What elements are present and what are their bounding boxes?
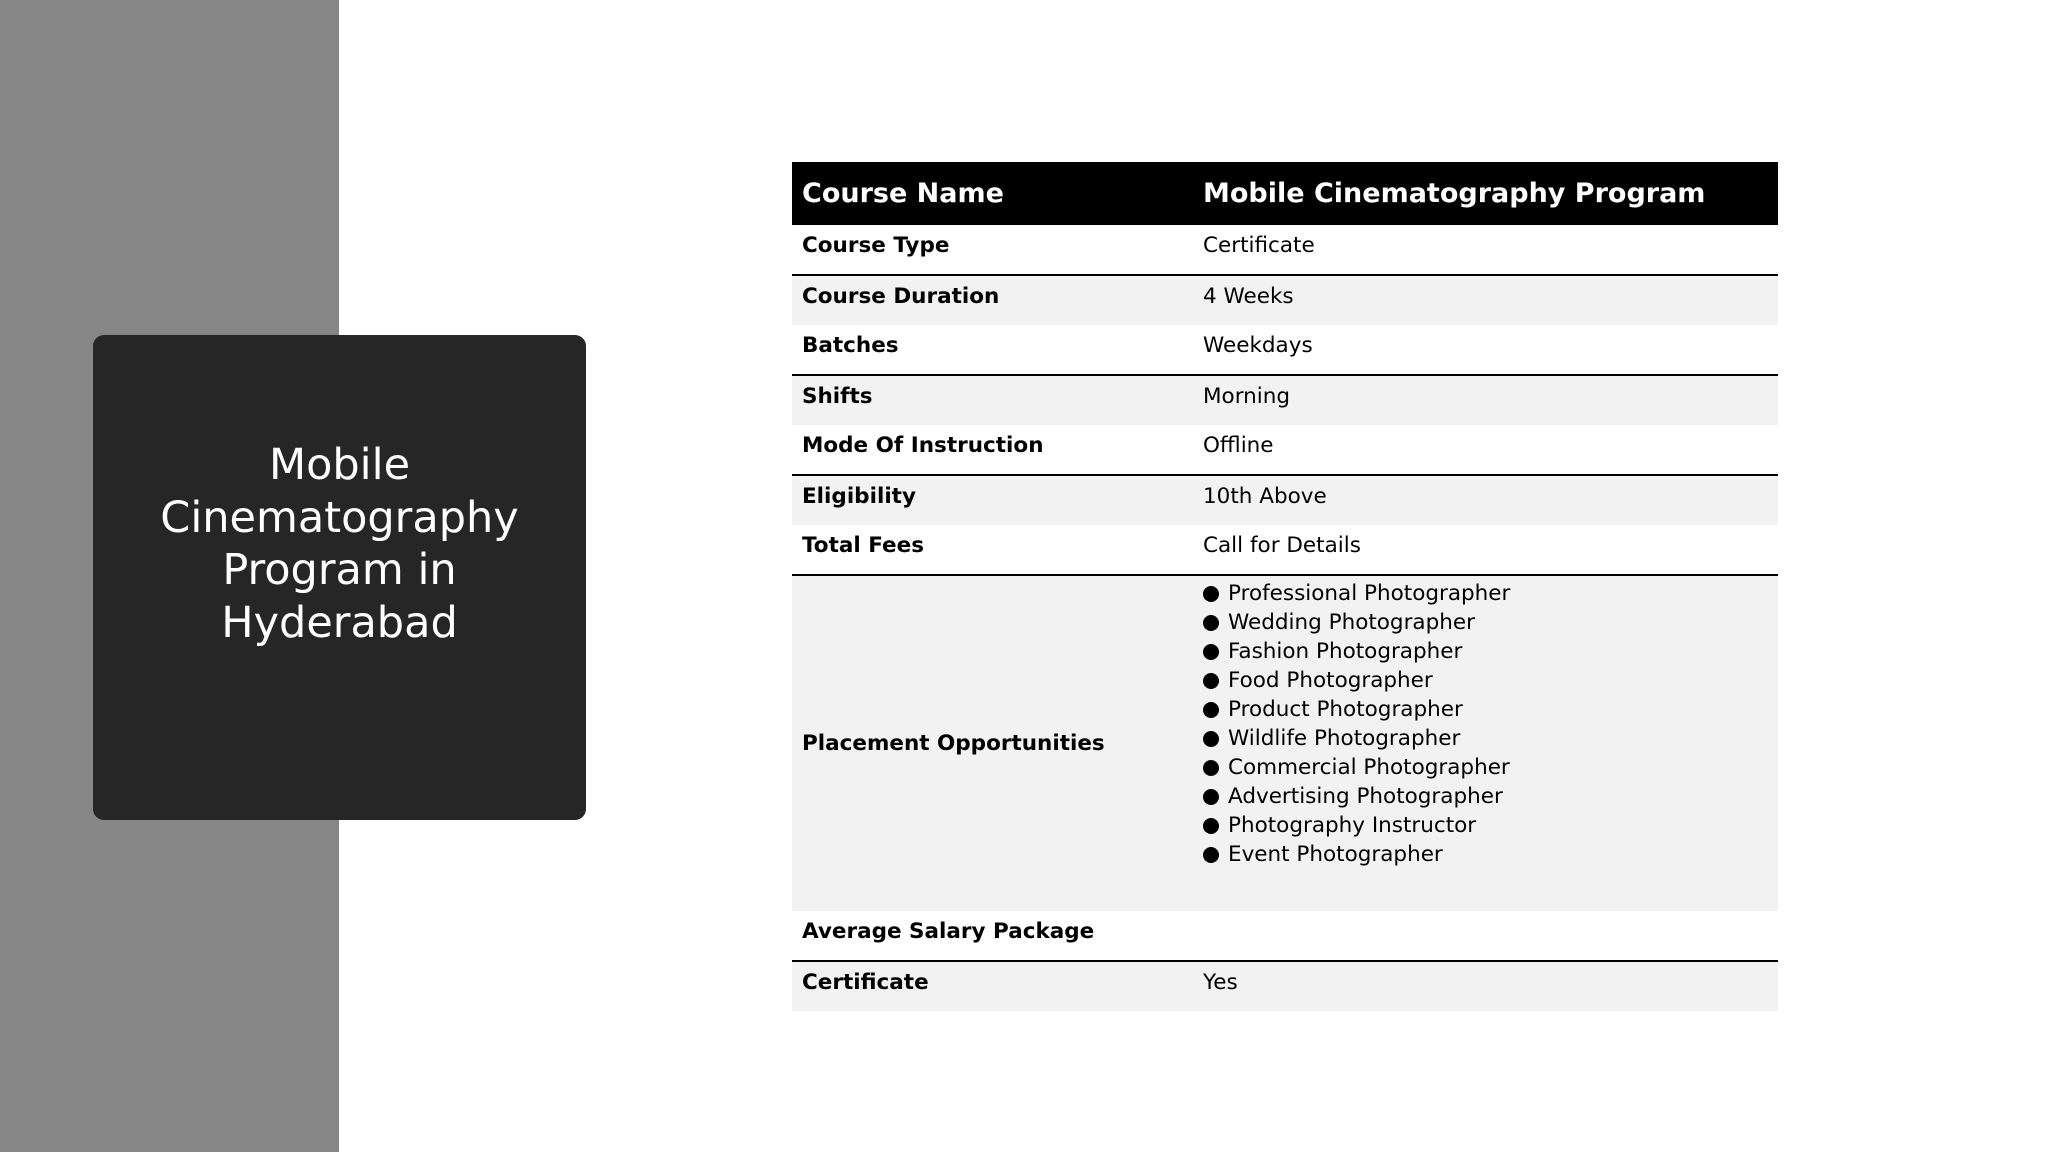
- row-value: [1193, 911, 1778, 961]
- row-value: Morning: [1203, 384, 1291, 409]
- list-item-text: Wildlife Photographer: [1228, 726, 1461, 751]
- list-item: [1203, 724, 1778, 753]
- list-item: [1203, 579, 1778, 608]
- list-item-text: Fashion Photographer: [1228, 639, 1463, 664]
- row-value: 4 Weeks: [1203, 284, 1294, 309]
- placement-list: [1203, 579, 1778, 869]
- bullet-icon: [1203, 615, 1219, 631]
- bullet-icon: [1203, 644, 1219, 660]
- list-item-text: Event Photographer: [1228, 842, 1443, 867]
- slide-title: [113, 439, 566, 649]
- bullet-icon: [1203, 847, 1219, 863]
- list-item-text: Professional Photographer: [1228, 581, 1511, 606]
- list-item: [1203, 840, 1778, 869]
- bullet-icon: [1203, 818, 1219, 834]
- placement-label: Placement Opportunities: [802, 731, 1105, 756]
- placement-list-cell: [1193, 575, 1778, 911]
- table-row: [792, 911, 1778, 961]
- bullet-icon: [1203, 789, 1219, 805]
- table-row: [792, 375, 1778, 425]
- row-label: Average Salary Package: [802, 919, 1095, 944]
- list-item: [1203, 753, 1778, 782]
- title-card: [93, 335, 586, 820]
- title-line: Mobile: [268, 440, 411, 490]
- row-value: 10th Above: [1203, 484, 1327, 509]
- list-item: [1203, 811, 1778, 840]
- placement-row: [792, 575, 1778, 911]
- bullet-icon: [1203, 673, 1219, 689]
- bullet-icon: [1203, 760, 1219, 776]
- list-item-text: Wedding Photographer: [1228, 610, 1475, 635]
- bullet-icon: [1203, 731, 1219, 747]
- list-item: [1203, 666, 1778, 695]
- list-item-text: Food Photographer: [1228, 668, 1433, 693]
- course-info-table: [792, 162, 1778, 1011]
- table-row: [792, 325, 1778, 375]
- list-item: [1203, 695, 1778, 724]
- row-value: Weekdays: [1203, 333, 1313, 358]
- table-row: [792, 275, 1778, 325]
- title-line: Hyderabad: [221, 597, 458, 648]
- row-label: Course Duration: [802, 284, 1000, 309]
- row-value: Offline: [1203, 433, 1274, 458]
- row-value: Call for Details: [1203, 533, 1361, 558]
- title-line: Program in: [222, 545, 457, 595]
- table-row: [792, 425, 1778, 475]
- row-label: Mode Of Instruction: [802, 433, 1044, 458]
- table-row: [792, 961, 1778, 1011]
- row-label: Total Fees: [802, 533, 924, 558]
- row-value: Certificate: [1203, 233, 1315, 258]
- title-line: Cinematography: [160, 492, 519, 543]
- row-label: Batches: [802, 333, 899, 358]
- list-item: [1203, 608, 1778, 637]
- bullet-icon: [1203, 586, 1219, 602]
- list-item-text: Photography Instructor: [1228, 813, 1477, 838]
- header-value: Mobile Cinematography Program: [1203, 178, 1706, 209]
- list-item: [1203, 782, 1778, 811]
- row-label: Eligibility: [802, 484, 916, 509]
- table-row: [792, 525, 1778, 575]
- header-label: Course Name: [802, 178, 1004, 209]
- list-item-text: Advertising Photographer: [1228, 784, 1503, 809]
- table-row: [792, 475, 1778, 525]
- table-header-row: [792, 162, 1778, 225]
- list-item-text: Commercial Photographer: [1228, 755, 1510, 780]
- list-item-text: Product Photographer: [1228, 697, 1463, 722]
- list-item: [1203, 637, 1778, 666]
- row-value: Yes: [1203, 970, 1238, 995]
- row-label: Course Type: [802, 233, 950, 258]
- row-label: Certificate: [802, 970, 929, 995]
- table-row: [792, 225, 1778, 275]
- bullet-icon: [1203, 702, 1219, 718]
- row-label: Shifts: [802, 384, 873, 409]
